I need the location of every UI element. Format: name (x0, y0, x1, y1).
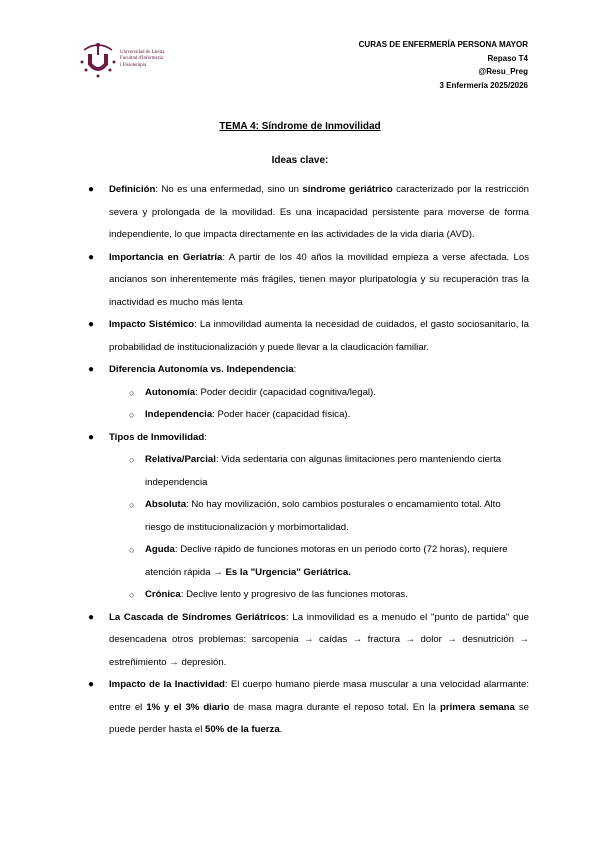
crest-icon (78, 42, 118, 78)
header-handle: @Resu_Preg (478, 67, 528, 77)
list-item-impacto-sistemico: ● Impacto Sistémico: La inmovilidad aumenta la necesidad de cuidados, el gasto sociosanitario, la probabilidad de institucionalización y puede llevar a la claudicación familiar. (88, 314, 529, 359)
list-item-tipos: ● Tipos de Inmovilidad: (88, 427, 529, 450)
page-title: TEMA 4: Síndrome de Inmovilidad (219, 121, 381, 132)
list-item-definicion: ● Definición: No es una enfermedad, sino un síndrome geriátrico caracterizado por la restricción severa y prolongada de la movilidad. Es una incapacidad persistente para moverse de forma independiente, lo que impacta directamente en las actividades de la vida diaria (AVD). (88, 179, 529, 247)
logo-line-1: Universidad de Lleida (120, 50, 165, 55)
page-header (359, 38, 528, 92)
list-item-importancia: ● Importancia en Geriatría: A partir de los 40 años la movilidad empieza a verse afectada. Los ancianos son inherentemente más frágiles, tienen mayor pluripatología y su recuperación tras la inactividad es mucho más lenta (88, 247, 529, 315)
university-logo (78, 42, 183, 82)
sub-item-relativa: ○ Relativa/Parcial: Vida sedentaria con algunas limitaciones pero manteniendo cierta independencia (88, 449, 529, 494)
section-subtitle: Ideas clave: (271, 155, 329, 166)
bullet-icon: ● (88, 251, 95, 263)
list-item-diferencia: ● Diferencia Autonomía vs. Independencia: (88, 359, 529, 382)
list-item-impacto-inactividad: ● Impacto de la Inactividad: El cuerpo humano pierde masa muscular a una velocidad alarmante: entre el 1% y el 3% diario de masa magra durante el reposo total. En la primera semana se puede perder hasta el 50% de la fuerza. (88, 674, 529, 742)
sub-bullet-icon: ○ (129, 455, 135, 465)
logo-text (120, 50, 190, 69)
logo-line-2: Facultad d'Infermeria (120, 56, 163, 62)
sub-item-absoluta: ○ Absoluta: No hay movilización, solo cambios posturales o encamamiento total. Alto riesgo de institucionalización y morbimortalidad. (88, 494, 529, 539)
sub-item-aguda: ○ Aguda: Declive rápido de funciones motoras en un periodo corto (72 horas), requiere atención rápida → Es la "Urgencia" Geriátrica. (88, 539, 529, 584)
header-course: CURAS DE ENFERMERÍA PERSONA MAYOR (358, 40, 528, 49)
sub-bullet-icon: ○ (129, 590, 135, 600)
bullet-icon: ● (88, 611, 95, 623)
header-review: Repaso T4 (487, 53, 528, 63)
sub-item-independencia: ○ Independencia: Poder hacer (capacidad física). (88, 404, 529, 427)
sub-bullet-icon: ○ (129, 500, 135, 510)
sub-item-cronica: ○ Crónica: Declive lento y progresivo de las funciones motoras. (88, 584, 529, 607)
logo-line-3: i Fisioteràpia (120, 62, 147, 68)
document-body (88, 179, 529, 742)
sub-bullet-icon: ○ (129, 387, 135, 398)
bullet-icon: ● (88, 364, 95, 375)
bullet-icon: ● (88, 431, 95, 443)
bullet-icon: ● (88, 319, 95, 330)
sub-item-autonomia: ○ Autonomía: Poder decidir (capacidad cognitiva/legal). (88, 382, 529, 405)
sub-bullet-icon: ○ (129, 410, 135, 420)
bullet-icon: ● (88, 679, 95, 690)
bullet-icon: ● (88, 184, 95, 195)
sub-bullet-icon: ○ (129, 545, 135, 555)
list-item-cascada: ● La Cascada de Síndromes Geriátricos: La inmovilidad es a menudo el "punto de partida" que desencadena otros problemas: sarcopenia → caídas → fractura → dolor → desnutrición → estreñimiento → depresión. (88, 607, 529, 675)
header-year: 3 Enfermería 2025/2026 (439, 80, 528, 90)
